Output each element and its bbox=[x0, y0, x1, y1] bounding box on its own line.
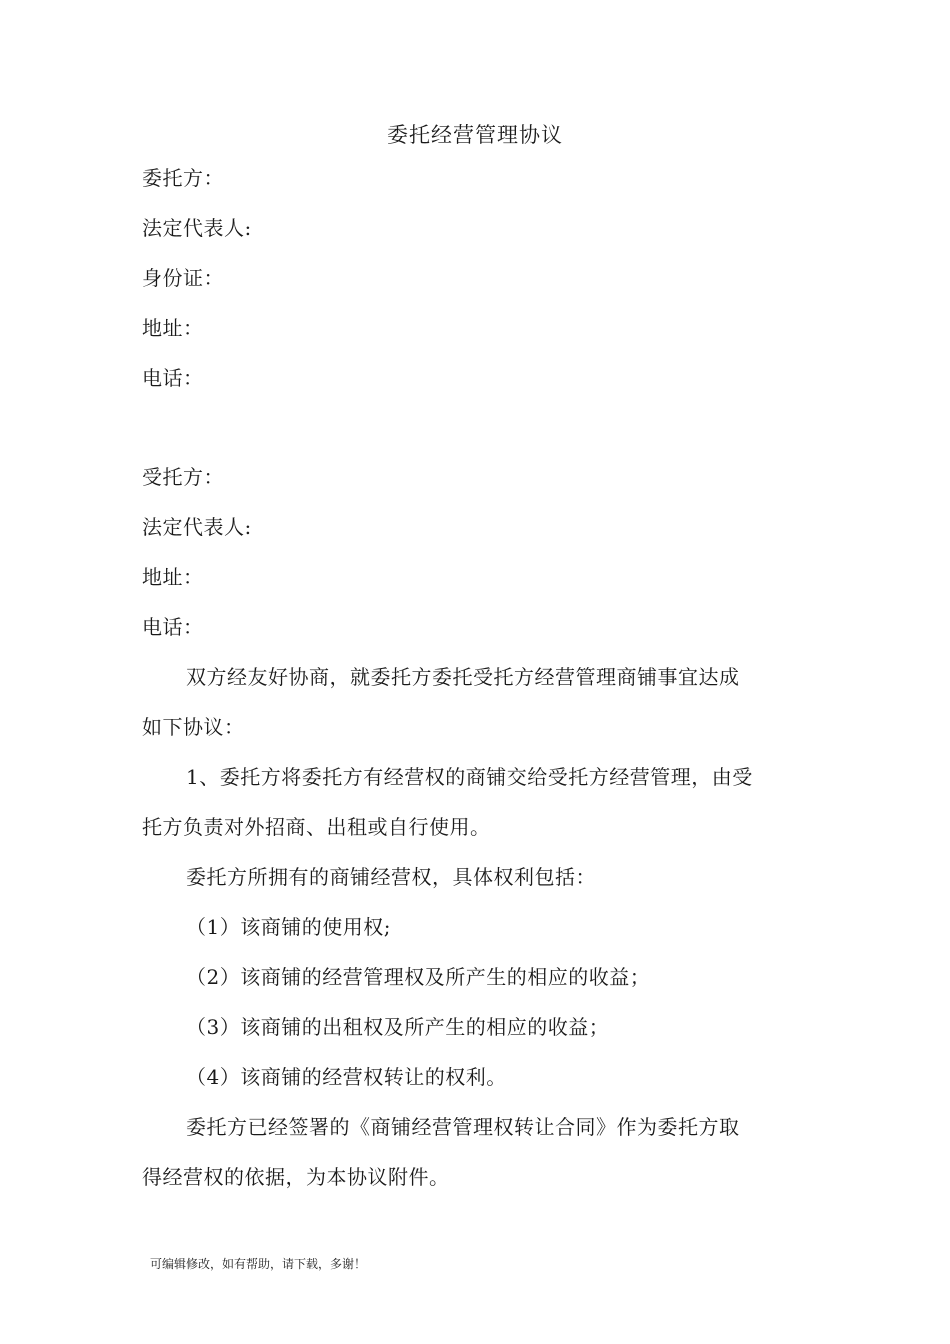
rights-intro: 委托方所拥有的商铺经营权，具体权利包括： bbox=[186, 865, 596, 889]
intro-paragraph-line1: 双方经友好协商，就委托方委托受托方经营管理商铺事宜达成 bbox=[186, 665, 740, 689]
agent-address-label: 地址： bbox=[142, 565, 204, 589]
agent-legal-rep-label: 法定代表人: bbox=[142, 515, 252, 539]
intro-paragraph-line2: 如下协议： bbox=[142, 715, 245, 739]
agent-party-label: 受托方： bbox=[142, 465, 224, 489]
rights-item: （3）该商铺的出租权及所产生的相应的收益； bbox=[186, 1015, 610, 1039]
principal-phone-label: 电话： bbox=[142, 366, 204, 390]
principal-id-card-label: 身份证： bbox=[142, 266, 224, 290]
document-title: 委托经营管理协议 bbox=[387, 123, 563, 147]
agent-phone-label: 电话： bbox=[142, 615, 204, 639]
rights-item: （1）该商铺的使用权; bbox=[186, 915, 391, 939]
principal-legal-rep-label: 法定代表人: bbox=[142, 216, 252, 240]
clause1-line1: 1、委托方将委托方有经营权的商铺交给受托方经营管理，由受 bbox=[186, 765, 753, 789]
rights-item: （4）该商铺的经营权转让的权利。 bbox=[186, 1065, 507, 1089]
rights-item: （2）该商铺的经营管理权及所产生的相应的收益； bbox=[186, 965, 651, 989]
principal-address-label: 地址： bbox=[142, 316, 204, 340]
clause1-line2: 托方负责对外招商、出租或自行使用。 bbox=[142, 815, 491, 839]
basis-line2: 得经营权的依据，为本协议附件。 bbox=[142, 1165, 450, 1189]
basis-line1: 委托方已经签署的《商铺经营管理权转让合同》作为委托方取 bbox=[186, 1115, 740, 1139]
page-footer-note: 可编辑修改，如有帮助，请下载，多谢！ bbox=[150, 1257, 367, 1271]
principal-party-label: 委托方： bbox=[142, 166, 224, 190]
